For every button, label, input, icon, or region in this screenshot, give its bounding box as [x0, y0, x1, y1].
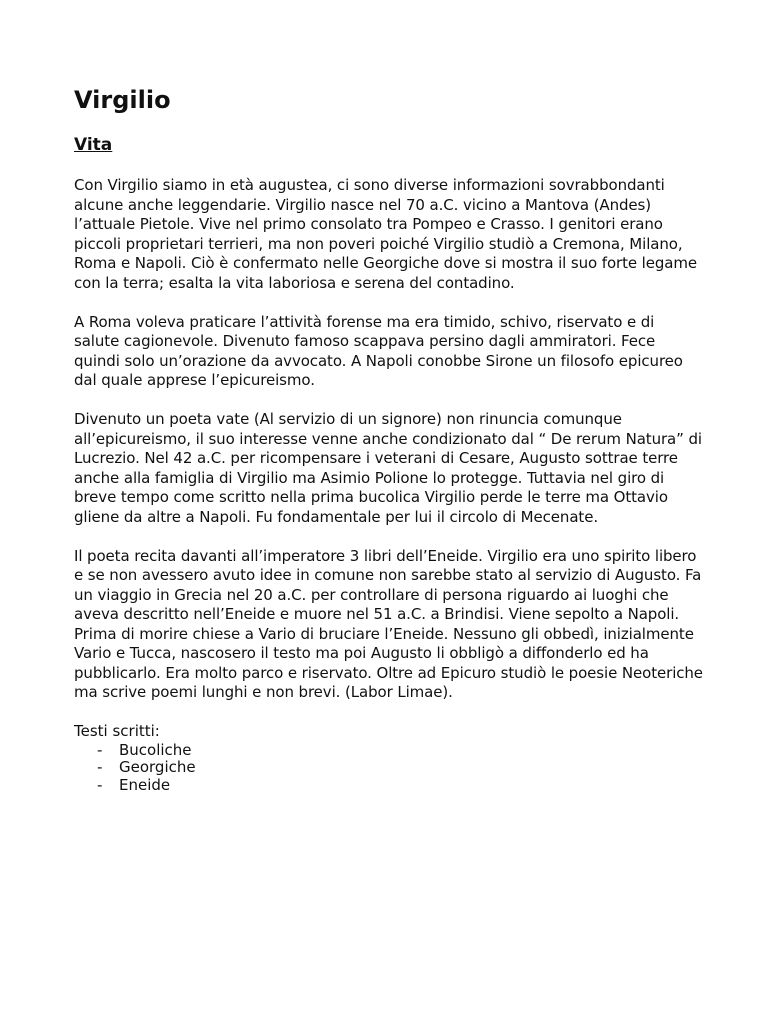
document-page: [74, 84, 704, 794]
works-list-label: Testi scritti:: [74, 722, 160, 740]
list-dash: -: [97, 775, 103, 794]
work-eneide: Eneide: [119, 775, 171, 794]
document-title: Virgilio: [74, 86, 171, 114]
paragraph-2: A Roma voleva praticare l’attività forense ma era timido, schivo, riservato e di salute cagionevole. Divenuto famoso scappava persino dagli ammiratori. Fece quindi solo un’orazione da avvocato. A Napoli conobbe Sirone un filosofo epicureo dal quale apprese l’epicureismo.: [74, 312, 683, 389]
paragraph-3: Divenuto un poeta vate (Al servizio di un signore) non rinuncia comunque all’epicureismo, il suo interesse venne anche condizionato dal “ De rerum Natura” di Lucrezio. Nel 42 a.C. per ricompensare i veterani di Cesare, Augusto sottrae terre anche alla famiglia di Virgilio ma Asimio Polione lo protegge. Tuttavia nel giro di breve tempo come scritto nella prima bucolica Virgilio perde le terre ma Ottavio gliene da altre a Napoli. Fu fondamentale per lui il circolo di Mecenate.: [74, 410, 702, 526]
work-georgiche: Georgiche: [119, 758, 196, 776]
list-item: [74, 742, 704, 760]
paragraph-1: Con Virgilio siamo in età augustea, ci sono diverse informazioni sovrabbondanti alcune anche leggendarie. Virgilio nasce nel 70 a.C. vicino a Mantova (Andes) l’attuale Pietole. Vive nel primo consolato tra Pompeo e Crasso. I genitori erano piccoli proprietari terrieri, ma non poveri poiché Virgilio studiò a Cremona, Milano, Roma e Napoli. Ciò è confermato nelle Georgiche dove si mostra il suo forte legame con la terra; esalta la vita laboriosa e serena del contadino.: [74, 176, 698, 292]
works-list: [74, 742, 704, 795]
section-title-vita: Vita: [74, 135, 113, 155]
list-item: [74, 777, 704, 795]
list-dash: -: [97, 740, 103, 759]
work-bucoliche: Bucoliche: [119, 740, 192, 759]
list-dash: -: [97, 758, 103, 776]
list-item: [74, 759, 704, 777]
paragraph-4: Il poeta recita davanti all’imperatore 3 libri dell’Eneide. Virgilio era uno spirito libero e se non avessero avuto idee in comune non sarebbe stato al servizio di Augusto. Fa un viaggio in Grecia nel 20 a.C. per controllare di persona riguardo ai luoghi che aveva descritto nell’Eneide e muore nel 51 a.C. a Brindisi. Viene sepolto a Napoli. Prima di morire chiese a Vario di bruciare l’Eneide. Nessuno gli obbedì, inizialmente Vario e Tucca, nascosero il testo ma poi Augusto li obbligò a diffonderlo ed ha pubblicarlo. Era molto parco e riservato. Oltre ad Epicuro studiò le poesie Neoteriche ma scrive poemi lunghi e non brevi. (Labor Limae).: [74, 546, 703, 701]
